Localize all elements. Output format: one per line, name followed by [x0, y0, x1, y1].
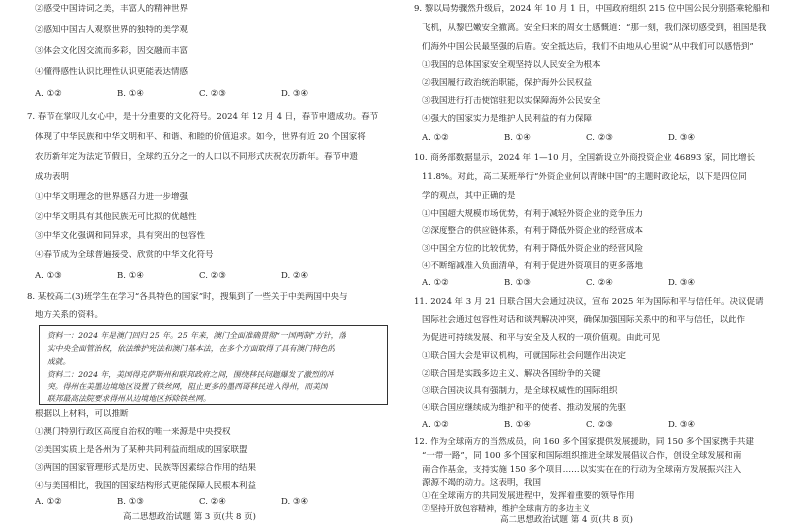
material-2-line-2: 突。得州在美墨边境地区设置了铁丝网，阻止更多的墨西哥移民进入得州，而美国	[47, 382, 328, 391]
q12-stem-4: 源源不竭的动力。这表明，我国	[422, 478, 542, 488]
q11-stem-2: 国际社会通过包容性对话和谈判解决冲突，确保加强国际关系中的和平与信任，以此作	[422, 315, 746, 325]
q10-option-c: C. ②④	[586, 278, 613, 288]
q8-stem-1: 8. 某校高二(3)班学生在学习“各具特色的国家”时，搜集到了一些关于中美两国中央与	[27, 292, 348, 302]
q12-stem-2: “一带一路”，同 100 多个国家和国际组织推进全球发展倡议合作，创设全球发展和南	[422, 451, 742, 461]
q8-prompt: 根据以上材料，可以推断	[35, 409, 129, 419]
q10-stem-3: 学的观点，其中正确的是	[422, 191, 516, 201]
q9-option-b: B. ①④	[504, 133, 531, 143]
q6-option-a: A. ①②	[35, 89, 62, 99]
material-1-line-3: 成就。	[47, 357, 71, 366]
page-footer-right: 高二思想政治试题 第 4 页(共 8 页)	[500, 515, 633, 525]
q7-option-a: A. ①③	[35, 271, 62, 281]
q6-options	[35, 89, 363, 100]
q7-options	[35, 271, 363, 282]
q10-item-1: ①中国超大规模市场优势，有利于减轻外资企业的竞争压力	[422, 209, 644, 219]
q7-item-4: ④春节成为全球普遍接受、欣赏的中华文化符号	[35, 250, 214, 260]
q8-item-4: ④与美国相比，我国的国家结构形式更能保障人民根本利益	[35, 481, 257, 491]
q10-option-d: D. ③④	[668, 278, 696, 288]
q6-option-c: C. ②③	[199, 89, 226, 99]
q9-stem-3: 们海外中国公民最坚强的后盾。安全抵达后，我们不由地从心里说“从中我们可以感悟到”	[422, 42, 754, 52]
q9-stem-1: 9. 黎以局势骤然升级后，2024 年 10 月 1 日，中国政府组织 215 位中国公民分别搭乘轮船和	[414, 4, 770, 14]
q7-option-b: B. ①④	[117, 271, 144, 281]
q11-option-b: B. ①④	[504, 420, 531, 430]
q8-option-c: C. ②④	[199, 497, 226, 507]
q12-item-1: ①在全球南方的共同发展进程中，发挥着重要的领导作用	[422, 491, 635, 501]
q11-item-1: ①联合国大会是审议机构，可就国际社会问题作出决定	[422, 351, 627, 361]
q7-item-3: ③中华文化强调和同异求，具有突出的包容性	[35, 231, 206, 241]
q6-item-3: ③体会文化因交流而多彩，因交融而丰富	[35, 46, 189, 56]
q11-item-4: ④联合国应继续成为维护和平的使者、推动发展的先驱	[422, 403, 627, 413]
q12-stem-1: 12. 作为全球南方的当然成员，向 160 多个国家提供发展援助，同 150 多个国家携手共建	[414, 437, 754, 447]
q12-stem-3: 南合作基金，支持实施 150 多个项目……以实实在在的行动为全球南方发展振兴注入	[422, 465, 742, 475]
q9-option-a: A. ①②	[422, 133, 449, 143]
q10-item-2: ②深度整合的供应链体系，有利于降低外资企业的经营成本	[422, 226, 644, 236]
q6-item-2: ②感知中国古人观察世界的独特的美学观	[35, 25, 189, 35]
q8-stem-2: 地方关系的资料。	[35, 310, 104, 320]
q9-options	[422, 133, 750, 144]
q10-options	[422, 278, 750, 289]
q6-item-1: ②感受中国诗词之美，丰富人的精神世界	[35, 4, 189, 14]
q8-option-b: B. ①③	[117, 497, 144, 507]
q10-item-3: ③中国全方位的比较优势，有利于降低外资企业的经营风险	[422, 244, 644, 254]
q9-item-4: ④强大的国家实力是维护人民利益的有力保障	[422, 114, 593, 124]
q9-item-1: ①我国的总体国家安全观坚持以人民安全为根本	[422, 60, 601, 70]
q7-stem-3: 农历新年定为法定节假日，全球约五分之一的人口以不同形式庆祝农历新年。春节申遗	[35, 152, 359, 162]
q7-stem-2: 体现了中华民族和中华文明和平、和谐、和睦的价值追求。如今，世界有近 20 个国家将	[35, 132, 366, 142]
q7-option-d: D. ②④	[281, 271, 309, 281]
page-footer-left: 高二思想政治试题 第 3 页(共 8 页)	[123, 512, 256, 522]
material-2-line-1: 资料二：2024 年，美国得克萨斯州和联邦政府之间，围绕移民问题爆发了激烈的冲	[47, 370, 335, 379]
q8-item-1: ①澳门特别行政区高度自治权的唯一来源是中央授权	[35, 427, 231, 437]
q10-option-b: B. ①③	[504, 278, 531, 288]
q10-stem-1: 10. 商务部数据显示，2024 年 1—10 月，全国新设立外商投资企业 46893 家，同比增长	[414, 153, 756, 163]
q10-option-a: A. ①②	[422, 278, 449, 288]
q10-stem-2: 11.8%。对此，高二某班举行“外资企业何以青睐中国”的主题时政论坛，以下是四位同	[422, 172, 747, 182]
q11-item-3: ③联合国决议具有强制力，是全球权威性的国际组织	[422, 386, 618, 396]
q7-item-2: ②中华文明具有其他民族无可比拟的优越性	[35, 212, 197, 222]
q9-stem-2: 飞机，从黎巴嫩安全撤离。安全归来的周女士感慨道：“那一刻，我们深切感受到，祖国是我	[422, 23, 767, 33]
q8-item-3: ③两国的国家管理形式是历史、民族等因素综合作用的结果	[35, 463, 257, 473]
q12-item-2: ②坚持开放包容精神，维护全球南方的多边主义	[422, 504, 590, 513]
q11-option-a: A. ①②	[422, 420, 449, 430]
q11-item-2: ②联合国是实践多边主义、解决各国纷争的关键	[422, 369, 601, 379]
q8-options	[35, 497, 363, 508]
q6-option-d: D. ③④	[281, 89, 309, 99]
q8-option-a: A. ①②	[35, 497, 62, 507]
material-2-line-3: 联邦最高法院要求得州从边境地区拆除铁丝网。	[47, 394, 211, 403]
q7-item-1: ①中华文明理念的世界感召力进一步增强	[35, 192, 189, 202]
q6-option-b: B. ①④	[117, 89, 144, 99]
material-1-line-1: 资料一：2024 年是澳门回归 25 年。25 年来，澳门全面准确贯彻“一国两制”方针，落	[47, 331, 347, 340]
q9-item-2: ②我国履行政治统治职能，保护海外公民权益	[422, 78, 593, 88]
q11-option-c: C. ②③	[586, 420, 613, 430]
q8-option-d: D. ③④	[281, 497, 309, 507]
q10-item-4: ④不断缩减准入负面清单，有利于促进外资项目的更多落地	[422, 261, 644, 271]
q9-option-c: C. ②③	[586, 133, 613, 143]
q11-options	[422, 420, 750, 431]
q7-stem-1: 7. 春节在掌叹儿女心中，是十分重要的文化符号。2024 年 12 月 4 日，春节申遗成功。春节	[27, 112, 379, 122]
q11-stem-1: 11. 2024 年 3 月 21 日联合国大会通过决议，宣布 2025 年为国际和平与信任年。决议促请	[414, 297, 764, 307]
material-1-line-2: 实中央全面管治权，依法维护宪法和澳门基本法，在多个方面取得了具有澳门特色的	[47, 344, 336, 353]
q9-item-3: ③我国进行打击使馆驻犯以实保障海外公民安全	[422, 96, 601, 106]
q8-item-2: ②美国实质上是各州为了某种共同利益而组成的国家联盟	[35, 445, 248, 455]
q6-item-4: ④懂得感性认识比理性认识更能表达情感	[35, 67, 189, 77]
q7-stem-4: 成功表明	[35, 172, 70, 182]
q11-stem-3: 为促进可持续发展、和平与安全及人权的一项价值观。由此可见	[422, 333, 661, 343]
q9-option-d: D. ③④	[668, 133, 696, 143]
q7-option-c: C. ②③	[199, 271, 226, 281]
q11-option-d: D. ③④	[668, 420, 696, 430]
